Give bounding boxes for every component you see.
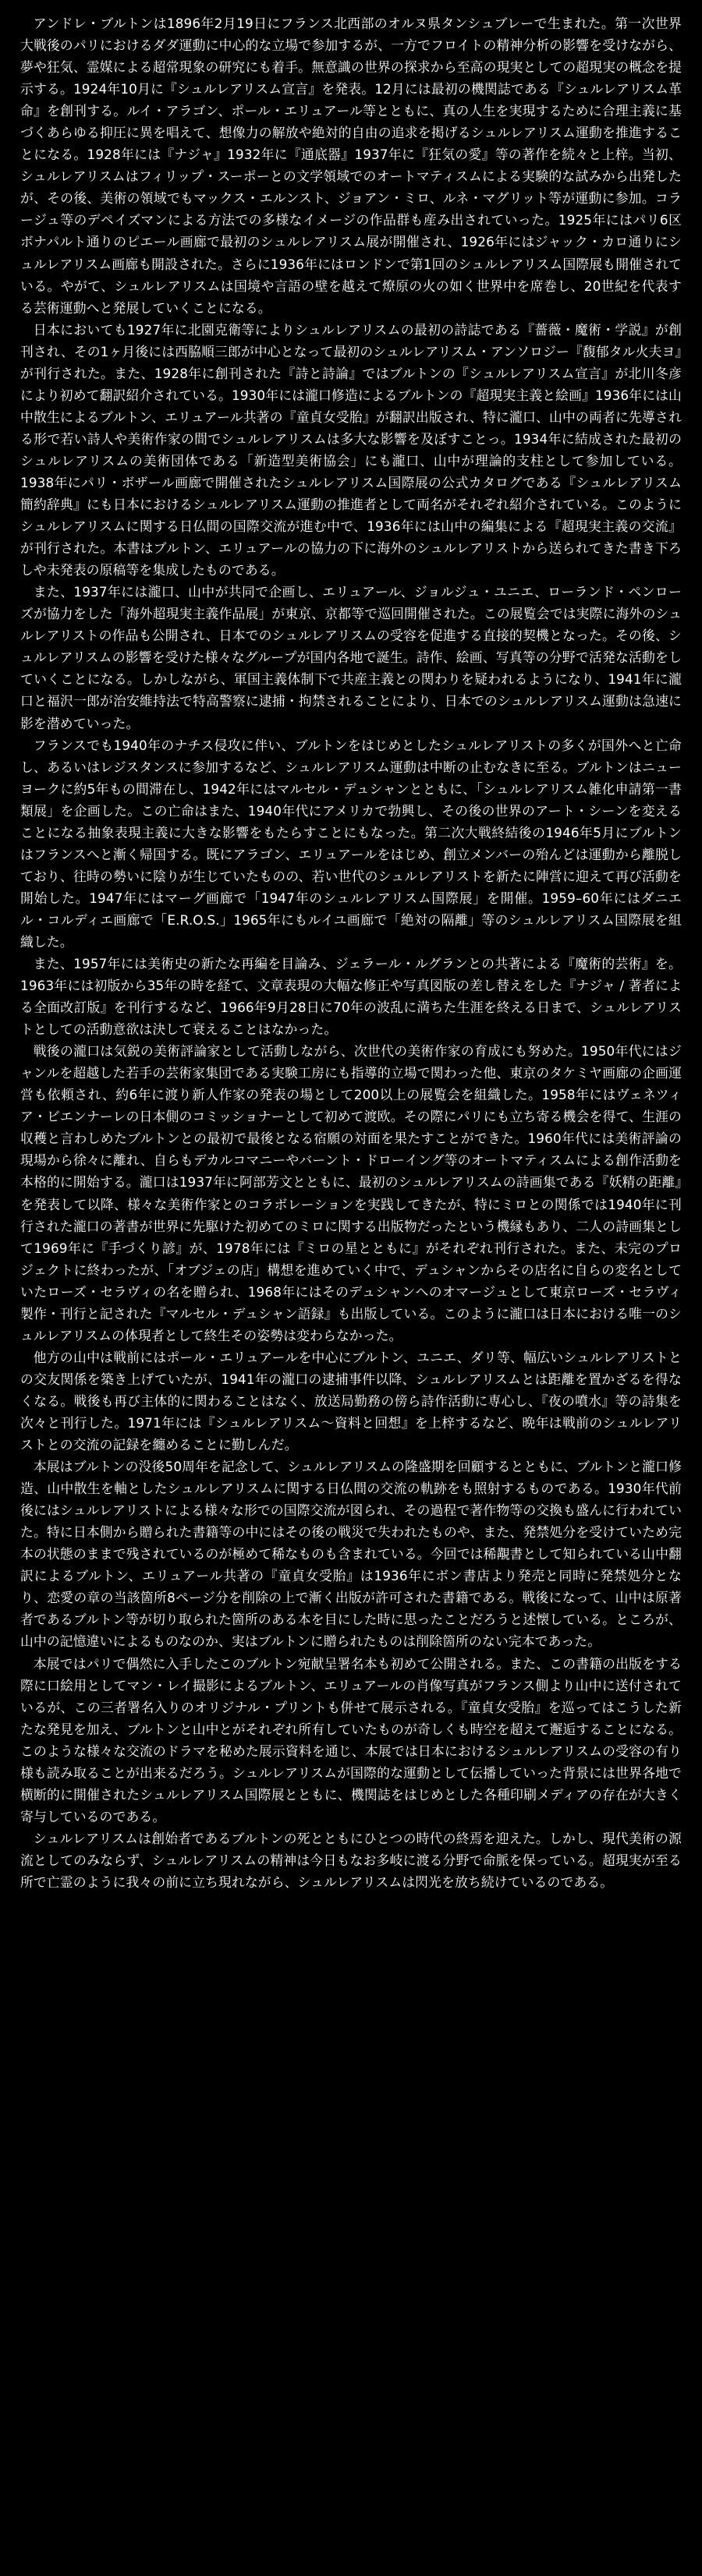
paragraph: また、1937年には瀧口、山中が共同で企画し、エリュアール、ジョルジュ・ユニエ、ローランド・ペンローズが協力をした「海外超現実主義作品展」が東京、京都等で巡回開催された。この展覧会では実際に海外のシュルレアリストの作品も公開され、日本でのシュルレアリスムの受容を促進する直接的契機となった。その後、シュルレアリスムの影響を受けた様々なグループが国内各地で誕生。詩作、絵画、写真等の分野で活発な活動をしていくことになる。しかしながら、軍国主義体制下で共産主義との関わりを疑われるようになり、1941年に瀧口と福沢一郎が治安維持法で特高警察に逮捕・拘禁されることにより、日本でのシュルレアリスム運動は急速に影を潜めていった。 — [20, 584, 682, 731]
paragraph: 本展はブルトンの没後50周年を記念して、シュルレアリスムの隆盛期を回顧するとともに、ブルトンと瀧口修造、山中散生を軸としたシュルレアリスムに関する日仏間の交流の軌跡をも照射するものである。1930年代前後にはシュルレアリストによる様々な形での国際交流が図られ、その過程で著作物等の交換も盛んに行われていた。特に日本側から贈られた書籍等の中にはその後の戦災で失われたものや、また、発禁処分を受けていため完本の状態のままで残されているのが極めて稀なものも含まれている。今回では稀覯書として知られている山中翻訳によるブルトン、エリュアール共著の『童貞女受胎』は1936年にボン書店より発売と同時に発禁処分となり、恋愛の章の当該箇所8ページ分を削除の上で漸く出版が許可された書籍である。戦後になって、山中は原著者であるブルトン等が切り取られた箇所のある本を目にした時に思ったことだろうと述懐している。ところが、山中の記憶違いによるものなのか、実はブルトンに贈られたものは削除箇所のない完本であった。 — [20, 1459, 682, 1650]
paragraph: 日本においても1927年に北園克衛等によりシュルレアリスムの最初の詩誌である『薔薇・魔術・学説』が創刊され、その1ヶ月後には西脇順三郎が中心となって最初のシュルレアリスム・アンソロジー『馥郁タル火夫ヨ』が刊行された。また、1928年に創刊された『詩と詩論』ではブルトンの『シュルレアリスム宣言』が北川冬彦により初めて翻訳紹介されている。1930年には瀧口修造によるブルトンの『超現実主義と絵画』1936年には山中散生によるブルトン、エリュアール共著の『童貞女受胎』が翻訳出版され、特に瀧口、山中の両者に先導される形で若い詩人や美術作家の間でシュルレアリスムは多大な影響を及ぼすことっ。1934年に結成された最初のシュルレアリスムの美術団体である「新造型美術協会」にも瀧口、山中が理論的支柱として参加している。1938年にパリ・ボザール画廊で開催されたシュルレアリスム国際展の公式カタログである『シュルレアリスム簡約辞典』にも日本におけるシュルレアリスム運動の推進者として両名がそれぞれ紹介されている。このようにシュルレアリスムに関する日仏間の国際交流が進む中で、1936年には山中の編集による『超現実主義の交流』が刊行された。本書はブルトン、エリュアールの協力の下に海外のシュルレアリストから送られてきた書き下ろしや未発表の原稿等を集成したものである。 — [20, 321, 682, 579]
paragraph: アンドレ・ブルトンは1896年2月19日にフランス北西部のオルヌ県タンシュブレーで生まれた。第一次世界大戦後のパリにおけるダダ運動に中心的な立場で参加するが、一方でフロイトの精神分析の影響を受けながら、夢や狂気、霊媒による超常現象の研究にも着手。無意識の世界の探求から至高の現実としての超現実の概念を提示する。1924年10月に『シュルレアリスム宣言』を発表。12月には最初の機関誌である『シュルレアリスム革命』を創刊する。ルイ・アラゴン、ポール・エリュアール等とともに、真の人生を実現するために合理主義に基づくあらゆる抑圧に異を唱えて、想像力の解放や絶対的自由の追求を掲げるシュルレアリスム運動を推進することになる。1928年には『ナジャ』1932年に『通底器』1937年に『狂気の愛』等の著作を続々と上梓。当初、シュルレアリスムはフィリップ・スーポーとの文学領域でのオートマティスムによる実験的な試みから出発したが、その後、美術の領域でもマックス・エルンスト、ジョアン・ミロ、ルネ・マグリット等が運動に参加。コラージュ等のデペイズマンによる方法での多様なイメージの作品群も産み出されていった。1925年にはパリ6区ボナパルト通りのピエール画廊で最初のシュルレアリスム展が開催され、1926年にはジャック・カロ通りにシュルレアリスム画廊も開設された。さらに1936年にはロンドンで第1回のシュルレアリスム国際展も開催されている。やがて、シュルレアリスムは国境や言語の壁を越えて燎原の火の如く世界中を席巻し、20世紀を代表する芸術運動へと発展していくことになる。 — [20, 16, 682, 316]
paragraph: フランスでも1940年のナチス侵攻に伴い、ブルトンをはじめとしたシュルレアリストの多くが国外へと亡命し、あるいはレジスタンスに参加するなど、シュルレアリスム運動は中断の止むなきに至る。ブルトンはニューヨークに約5年もの間滞在し、1942年にはマルセル・デュシャンとともに、「シュルレアリスム雑化申請第一書類展」を企画した。この亡命はまた、1940年代にアメリカで勃興し、その後の世界のアート・シーンを変えることになる抽象表現主義に大きな影響をもたらすことにもなった。第二次大戦終結後の1946年5月にブルトンはフランスへと漸く帰国する。既にアラゴン、エリュアールをはじめ、創立メンバーの殆んどは運動から離脱しており、往時の勢いに陰りが生じていたものの、若い世代のシュルレアリストを新たに陣営に迎えて再び活動を開始した。1947年にはマーグ画廊で「1947年のシュルレアリスム国際展」を開催。1959–60年にはダニエル・コルディエ画廊で「E.R.O.S.」1965年にもルイユ画廊で「絶対の隔離」等のシュルレアリスム国際展を組織した。 — [20, 737, 682, 950]
paragraph: また、1957年には美術史の新たな再編を目論み、ジェラール・ルグランとの共著による『魔術的芸術』を。1963年には初版から35年の時を経て、文章表現の大幅な修正や写真図版の差し替えをした『ナジャ / 著者による全面改訂版』を刊行するなど、1966年9月28日に70年の波乱に満ちた生涯を終える日まで、シュルレアリストとしての活動意欲は決して衰えることはなかった。 — [20, 956, 682, 1038]
paragraph: シュルレアリスムは創始者であるブルトンの死とともにひとつの時代の終焉を迎えた。しかし、現代美術の源流としてのみならず、シュルレアリスムの精神は今日もなお多岐に渡る分野で命脈を保っている。超現実が至る所で亡霊のように我々の前に立ち現れながら、シュルレアリスムは閃光を放ち続けているのである。 — [20, 1830, 682, 1890]
paragraph: 他方の山中は戦前にはポール・エリュアールを中心にブルトン、ユニエ、ダリ等、幅広いシュルレアリストとの交友関係を築き上げていたが、1941年の瀧口の逮捕事件以降、シュルレアリスムとは距離を置かざるを得なくなる。戦後も再び主体的に関わることはなく、放送局勤務の傍ら詩作活動に専心し、『夜の噴水』等の詩集を次々と刊行した。1971年には『シュルレアリスム〜資料と回想』を上梓するなど、晩年は戦前のシュルレアリストとの交流の記録を纏めることに勤しんだ。 — [20, 1349, 682, 1453]
paragraph: 本展ではパリで偶然に入手したこのブルトン宛献呈署名本も初めて公開される。また、この書籍の出版をする際に口絵用としてマン・レイ撮影によるブルトン、エリュアールの肖像写真がフランス側より山中に送付されているが、この三者署名入りのオリジナル・プリントも併せて展示される。『童貞女受胎』を巡ってはこうした新たな発見を加え、ブルトンと山中とがそれぞれ所有していたものが奇しくも時空を超えて邂逅することになる。このような様々な交流のドラマを秘めた展示資料を通じ、本展では日本におけるシュルレアリスムの受容の有り様も読み取ることが出来るだろう。シュルレアリスムが国際的な運動として伝播していった背景には世界各地で横断的に開催されたシュルレアリスム国際展とともに、機関誌をはじめとした各種印刷メディアの存在が大きく寄与しているのである。 — [20, 1655, 682, 1824]
paragraph: 戦後の瀧口は気鋭の美術評論家として活動しながら、次世代の美術作家の育成にも努めた。1950年代にはジャンルを超越した若手の芸術家集団である実験工房にも指導的立場で関わった他、東京のタケミヤ画廊の企画運営も依頼され、約6年に渡り新人作家の発表の場として200以上の展覧会を組織した。1958年にはヴェネツィア・ビエンナーレの日本側のコミッショナーとして初めて渡欧。その際にパリにも立ち寄る機会を得て、生涯の収穫と言わしめたブルトンとの最初で最後となる宿願の対面を果たすことができた。1960年代には美術評論の現場から徐々に離れ、自らもデカルコマニーやバーント・ドローイング等のオートマティスムによる創作活動を本格的に開始する。瀧口は1937年に阿部芳文とともに、最初のシュルレアリスムの詩画集である『妖精の距離』を発表して以降、様々な美術作家とのコラボレーションを実践してきたが、特にミロとの関係では1940年に刊行された瀧口の著書が世界に先駆けた初めてのミロに関する出版物だったという機縁もあり、二人の詩画集として1969年に『手づくり諺』が、1978年には『ミロの星とともに』がそれぞれ刊行された。また、未完のプロジェクトに終わったが、「オブジェの店」構想を進めていく中で、デュシャンからその店名に自らの変名としていたローズ・セラヴィの名を贈られ、1968年にはそのデュシャンへのオマージュとして東京ローズ・セラヴィ製作・刊行と記された『マルセル・デュシャン語録』も出版している。このように瀧口は日本における唯一のシュルレアリスムの体現者として終生その姿勢は変わらなかった。 — [20, 1043, 682, 1343]
